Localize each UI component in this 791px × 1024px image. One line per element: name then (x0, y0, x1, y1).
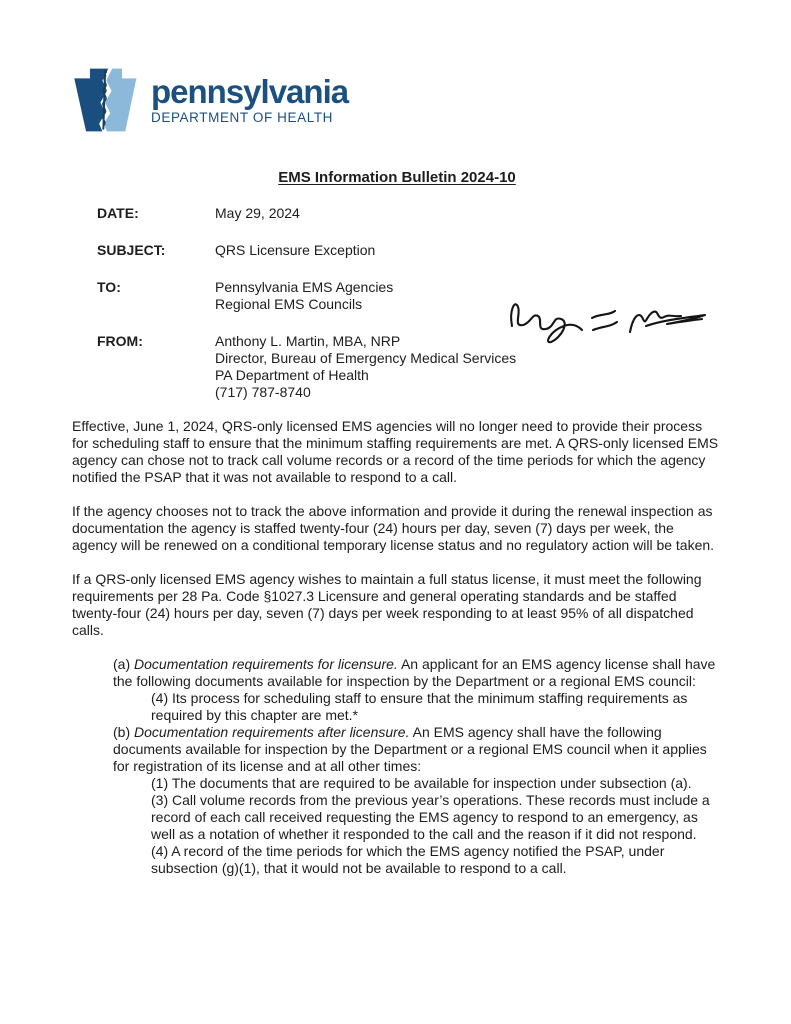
to-label: TO: (97, 279, 121, 295)
section-a-marker: (a) (113, 656, 131, 672)
section-b-marker: (b) (113, 724, 131, 740)
section-a-text: An applicant for an EMS agency license shall have the following documents available for inspection by the Department or a regional EMS council: (113, 656, 716, 689)
date-label: DATE: (97, 205, 139, 221)
section-b-item-1: (1) The documents that are required to be available for inspection under subsection (a). (151, 775, 692, 791)
regulation-section-a (113, 656, 722, 690)
paragraph-conditional-license: If the agency chooses not to track the above information and provide it during the renewal inspection as documentation the agency is staffed twenty-four (24) hours per day, seven (7) days per week, the agency will be renewed on a conditional temporary license status and no regulatory action will be taken. (72, 503, 715, 553)
logo-department-text: DEPARTMENT OF HEALTH (151, 110, 334, 126)
bulletin-body (72, 418, 722, 877)
section-a-item-4: (4) Its process for scheduling staff to ensure that the minimum staffing requirements as required by this chapter are met.* (151, 690, 688, 723)
regulation-excerpt (72, 656, 722, 877)
meta-row-subject (97, 242, 722, 259)
from-label: FROM: (97, 333, 143, 349)
section-b-item-4: (4) A record of the time periods for which the EMS agency notified the PSAP, under subsection (g)(1), that it would not be available to respond to a call. (151, 843, 665, 876)
keystone-caduceus-icon (72, 66, 138, 134)
paragraph-effective-date: Effective, June 1, 2024, QRS-only licensed EMS agencies will no longer need to provide their process for scheduling staff to ensure that the minimum staffing requirements are met. A QRS-only licensed EMS agency can chose not to track call volume records or a record of the time periods for which the agency notified the PSAP that it was not available to respond to a call. (72, 418, 719, 485)
bulletin-title: EMS Information Bulletin 2024-10 (278, 169, 516, 186)
from-line-1: Anthony L. Martin, MBA, NRP (215, 333, 401, 349)
to-line-2: Regional EMS Councils (215, 296, 363, 312)
date-value: May 29, 2024 (215, 205, 300, 221)
from-line-4: (717) 787-8740 (215, 384, 311, 400)
subject-label: SUBJECT: (97, 242, 166, 258)
from-line-2: Director, Bureau of Emergency Medical Services (215, 350, 517, 366)
section-a-title: Documentation requirements for licensure. (134, 656, 398, 672)
from-line-3: PA Department of Health (215, 367, 369, 383)
regulation-section-b (113, 724, 722, 775)
signature-image (498, 286, 716, 350)
subject-value: QRS Licensure Exception (215, 242, 376, 258)
to-line-1: Pennsylvania EMS Agencies (215, 279, 394, 295)
section-b-item-3: (3) Call volume records from the previous year’s operations. These records must include a record of each call received requesting the EMS agency to respond to an emergency, as well as a notation of whether it responded to the call and the reason if it did not respond. (151, 792, 710, 842)
meta-row-date (97, 205, 722, 222)
paragraph-full-status: If a QRS-only licensed EMS agency wishes to maintain a full status license, it must meet the following requirements per 28 Pa. Code §1027.3 Licensure and general operating standards and be staffed twenty-four (24) hours per day, seven (7) days per week responding to at least 95% of all dispatched calls. (72, 571, 702, 638)
section-b-text: An EMS agency shall have the following documents available for inspection by the Department or a regional EMS council when it applies for registration of its license and at all other times: (113, 724, 707, 774)
logo-brand-text: pennsylvania (151, 72, 349, 110)
section-b-title: Documentation requirements after licensure. (134, 724, 410, 740)
logo-wordmark (151, 72, 349, 126)
pa-doh-logo (72, 64, 722, 136)
